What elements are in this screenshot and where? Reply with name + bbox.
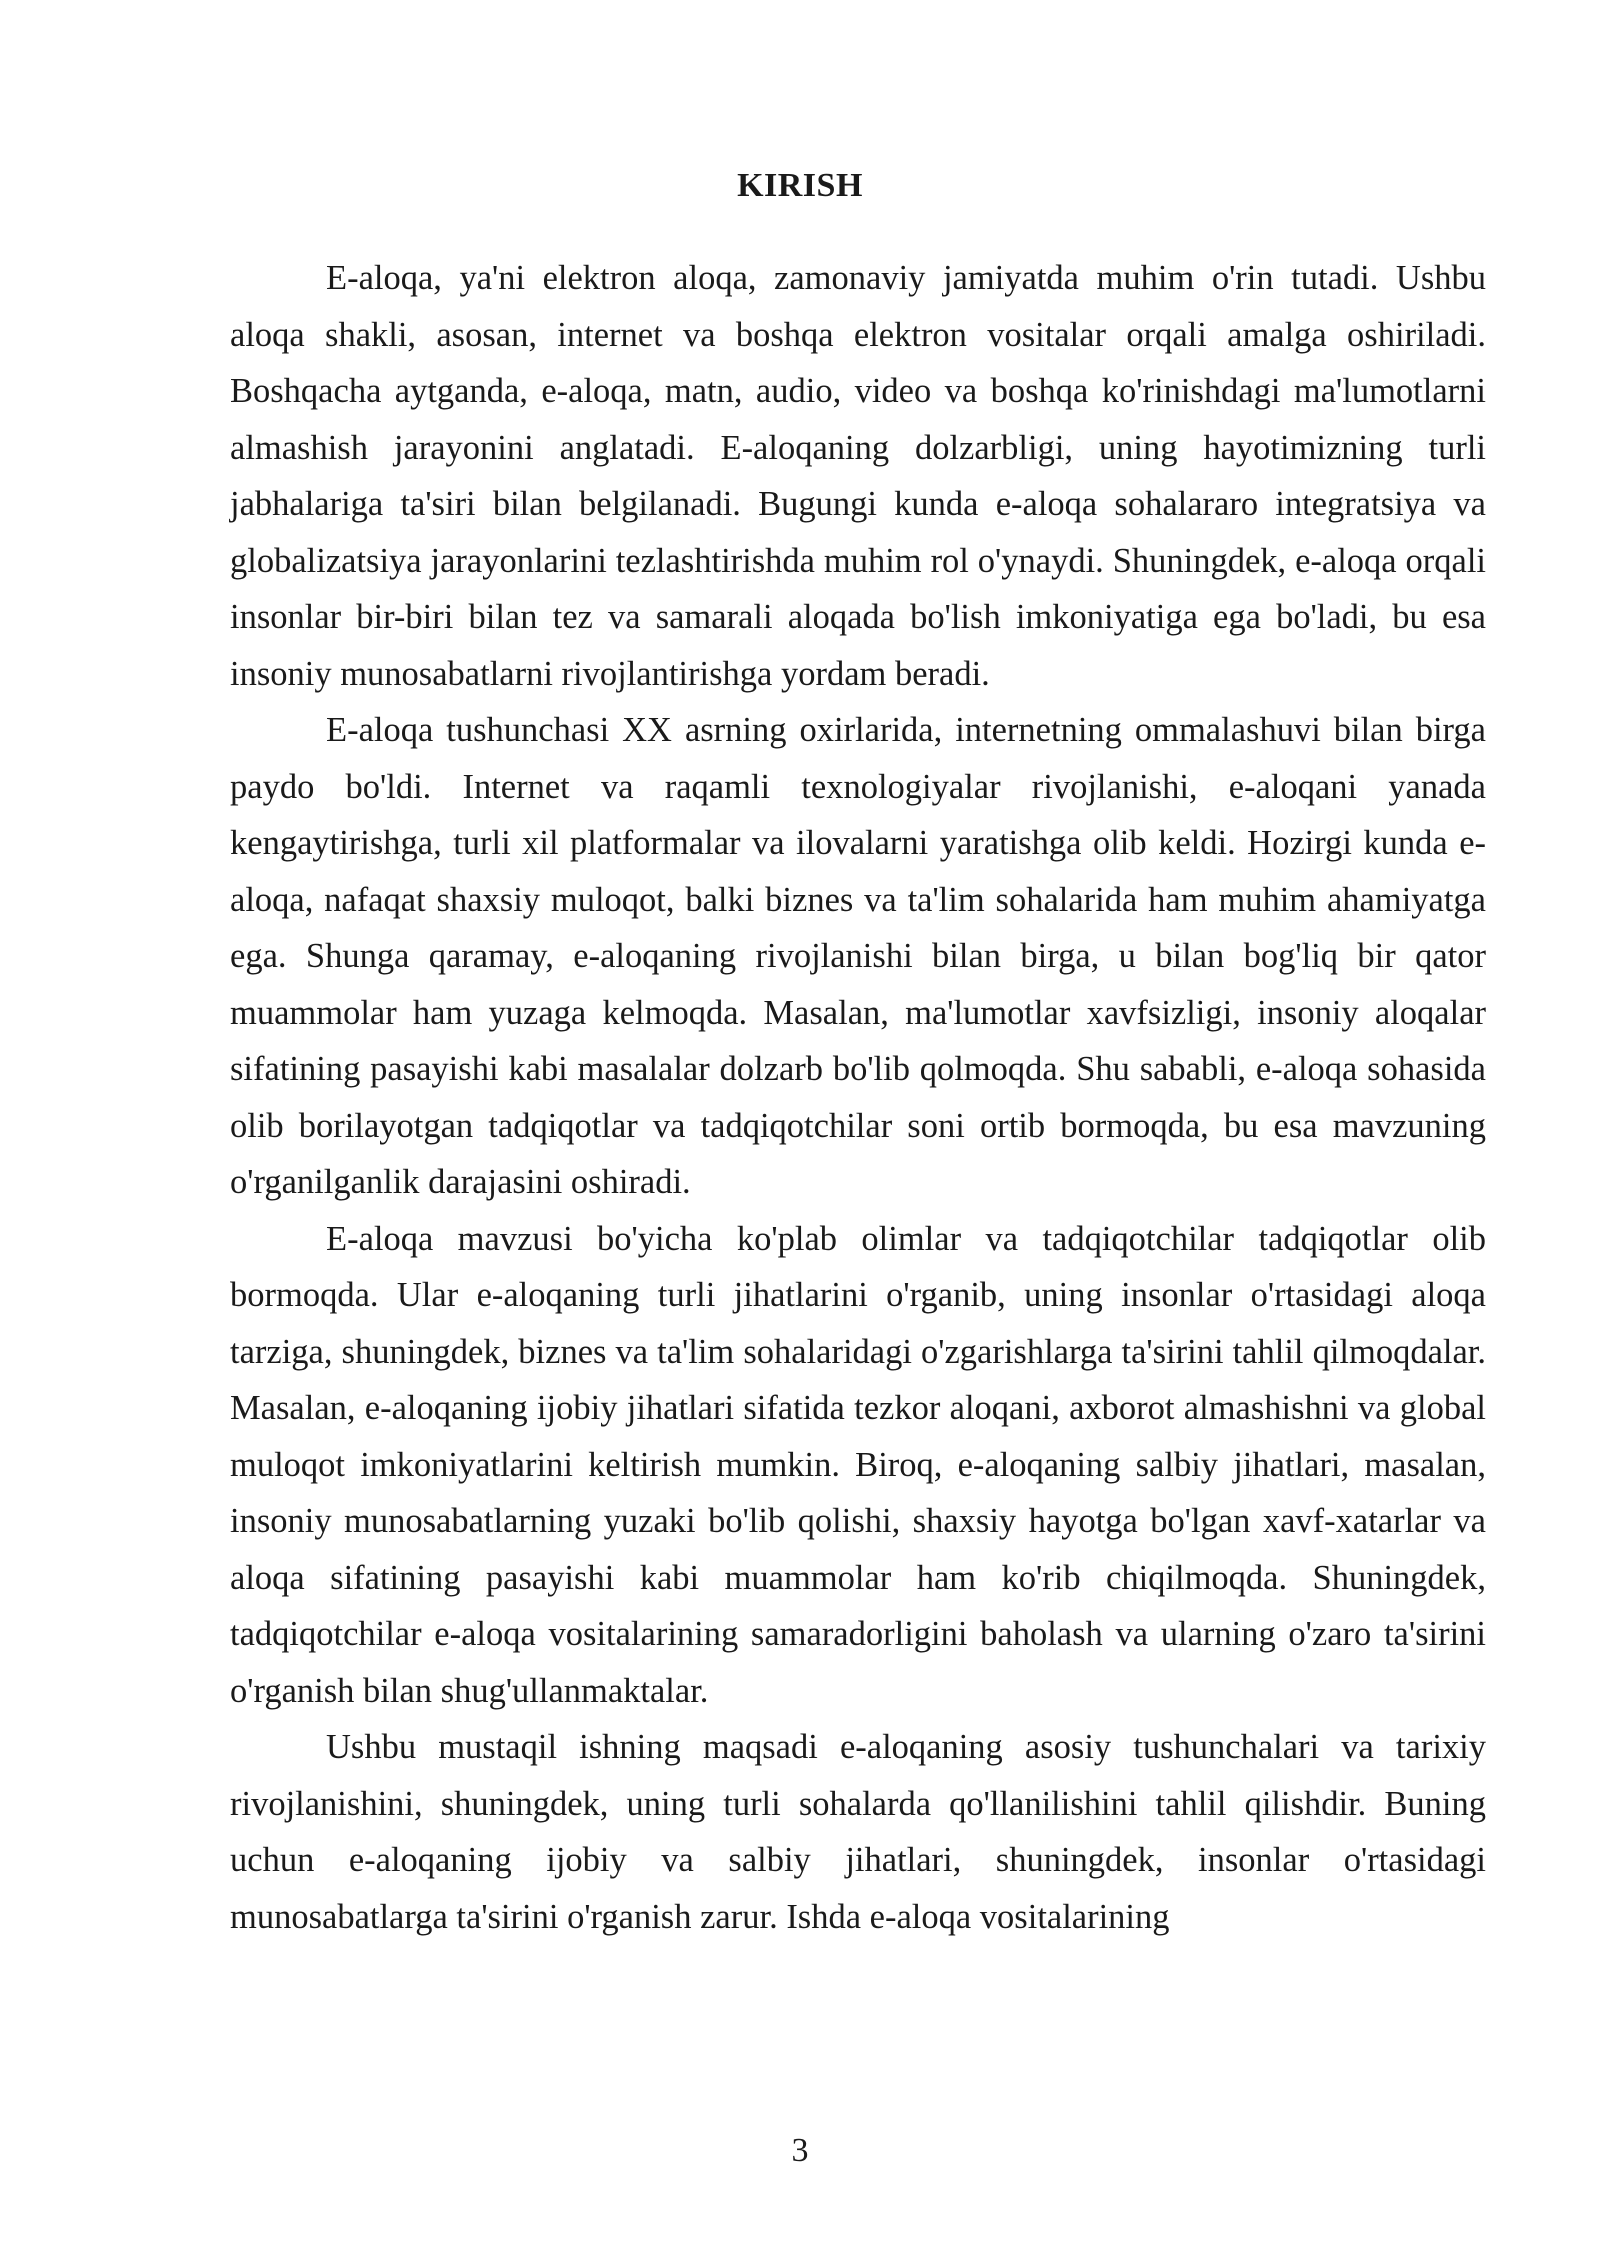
paragraph-1: E-aloqa, ya'ni elektron aloqa, zamonaviy jamiyatda muhim o'rin tutadi. Ushbu aloqa shakli, asosan, internet va boshqa elektron vositalar orqali amalga oshiriladi. Boshqacha aytganda, e-aloqa, matn, audio, video va boshqa ko'rinishdagi ma'lumotlarni almashish jarayonini anglatadi. E-aloqaning dolzarbligi, uning hayotimizning turli jabhalariga ta'siri bilan belgilanadi. Bugungi kunda e-aloqa sohalararo integratsiya va globalizatsiya jarayonlarini tezlashtirishda muhim rol o'ynaydi. Shuningdek, e-aloqa orqali insonlar bir-biri bilan tez va samarali aloqada bo'lish imkoniyatiga ega bo'ladi, bu esa insoniy munosabatlarni rivojlantirishga yordam beradi. <box>230 259 1486 693</box>
paragraph-3: E-aloqa mavzusi bo'yicha ko'plab olimlar va tadqiqotchilar tadqiqotlar olib bormoqda. Ular e-aloqaning turli jihatlarini o'rganib, uning insonlar o'rtasidagi aloqa tarziga, shuningdek, biznes va ta'lim sohalaridagi o'zgarishlarga ta'sirini tahlil qilmoqdalar. Masalan, e-aloqaning ijobiy jihatlari sifatida tezkor aloqani, axborot almashishni va global muloqot imkoniyatlarini keltirish mumkin. Biroq, e-aloqaning salbiy jihatlari, masalan, insoniy munosabatlarning yuzaki bo'lib qolishi, shaxsiy hayotga bo'lgan xavf-xatarlar va aloqa sifatining pasayishi kabi muammolar ham ko'rib chiqilmoqda. Shuningdek, tadqiqotchilar e-aloqa vositalarining samaradorligini baholash va ularning o'zaro ta'sirini o'rganish bilan shug'ullanmaktalar. <box>230 1219 1486 1710</box>
page-title: KIRISH <box>737 167 863 204</box>
page-number: 3 <box>791 2132 809 2169</box>
paragraph-2: E-aloqa tushunchasi XX asrning oxirlarida, internetning ommalashuvi bilan birga paydo bo'ldi. Internet va raqamli texnologiyalar rivojlanishi, e-aloqani yanada kengaytirishga, turli xil platformalar va ilovalarni yaratishga olib keldi. Hozirgi kunda e-aloqa, nafaqat shaxsiy muloqot, balki biznes va ta'lim sohalarida ham muhim ahamiyatga ega. Shunga qaramay, e-aloqaning rivojlanishi bilan birga, u bilan bog'liq bir qator muammolar ham yuzaga kelmoqda. Masalan, ma'lumotlar xavfsizligi, insoniy aloqalar sifatining pasayishi kabi masalalar dolzarb bo'lib qolmoqda. Shu sababli, e-aloqa sohasida olib borilayotgan tadqiqotlar va tadqiqotchilar soni ortib bormoqda, bu esa mavzuning o'rganilganlik darajasini oshiradi. <box>230 711 1486 1201</box>
body-text <box>230 250 1486 1945</box>
paragraph-4: Ushbu mustaqil ishning maqsadi e-aloqaning asosiy tushunchalari va tarixiy rivojlanishini, shuningdek, uning turli sohalarda qo'llanilishini tahlil qilishdir. Buning uchun e-aloqaning ijobiy va salbiy jihatlari, shuningdek, insonlar o'rtasidagi munosabatlarga ta'sirini o'rganish zarur. Ishda e-aloqa vositalarining <box>230 1728 1486 1936</box>
